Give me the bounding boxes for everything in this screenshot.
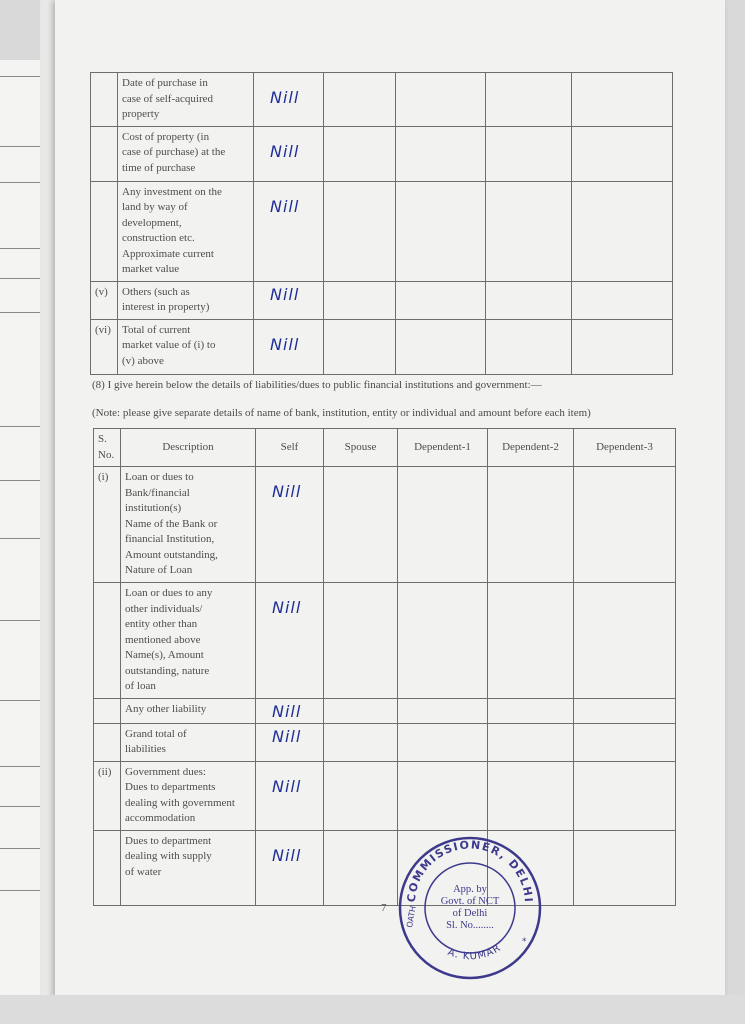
dependent-1-cell — [396, 126, 486, 181]
row-description — [121, 699, 256, 724]
dependent-3-cell — [572, 281, 673, 319]
dependent-3-cell — [574, 723, 676, 761]
table-row — [91, 281, 673, 319]
table-row — [94, 699, 676, 724]
description-line: mentioned above — [125, 633, 201, 646]
header-dependent-2: Dependent-2 — [488, 429, 574, 467]
table-row — [91, 319, 673, 374]
stamp-left-text: OATH — [405, 905, 418, 929]
svg-text:A. KUMAR — [446, 942, 503, 962]
assets-table — [90, 72, 673, 375]
description-line: case of purchase) at the — [122, 146, 226, 158]
rule-line — [0, 538, 40, 539]
dependent-2-cell — [486, 73, 572, 127]
description-line: Loan or dues to — [125, 471, 194, 483]
page-binding-edge — [40, 0, 55, 1000]
dependent-2-cell — [486, 181, 572, 281]
row-serial-number: (vi) — [91, 319, 118, 374]
row-serial-number: (ii) — [94, 761, 121, 830]
rule-line — [0, 890, 40, 891]
description-line: Total of current — [122, 323, 191, 336]
description-line: Name(s), Amount — [125, 649, 204, 661]
dependent-2-cell — [488, 723, 574, 761]
row-description — [121, 761, 256, 830]
description-line: Dues to departments — [125, 781, 216, 793]
description-line: land by way of — [122, 201, 188, 213]
description-line: Nature of Loan — [125, 564, 193, 576]
description-line: property — [122, 108, 160, 120]
rule-line — [0, 620, 40, 621]
dependent-1-cell — [396, 181, 486, 281]
description-line: Any investment on the — [122, 185, 222, 198]
row-description — [118, 181, 254, 281]
rule-line — [0, 848, 40, 849]
row-description — [121, 583, 256, 699]
stamp-center-line: App. by — [453, 884, 487, 895]
row-description — [121, 723, 256, 761]
description-line: of water — [125, 865, 162, 878]
official-stamp — [398, 836, 542, 980]
header-dependent-1: Dependent-1 — [398, 429, 488, 467]
table-row — [91, 181, 673, 281]
self-cell — [256, 699, 324, 724]
dependent-3-cell — [572, 319, 673, 374]
page-number: 7 — [381, 902, 387, 914]
dependent-2-cell — [486, 319, 572, 374]
description-line: entity other than — [125, 618, 198, 630]
spouse-cell — [324, 281, 396, 319]
dependent-3-cell — [572, 126, 673, 181]
spouse-cell — [324, 830, 398, 905]
self-cell — [254, 126, 324, 181]
description-line: accommodation — [125, 812, 196, 824]
dependent-3-cell — [572, 181, 673, 281]
scan-bottom-strip — [0, 995, 745, 1024]
header-description: Description — [121, 429, 256, 467]
dependent-1-cell — [398, 699, 488, 724]
spouse-cell — [324, 181, 396, 281]
stamp-center-line: of Delhi — [452, 908, 488, 919]
self-cell — [256, 723, 324, 761]
description-line: dealing with supply — [125, 850, 212, 862]
dependent-2-cell — [488, 699, 574, 724]
description-line: construction etc. — [122, 232, 195, 244]
handwritten-entry: Nill — [272, 845, 302, 865]
description-line: institution(s) — [125, 502, 182, 514]
self-cell — [254, 319, 324, 374]
dependent-1-cell — [398, 583, 488, 699]
self-cell — [256, 583, 324, 699]
spouse-cell — [324, 723, 398, 761]
handwritten-entry: Nill — [272, 776, 302, 796]
table-row — [94, 830, 676, 905]
table-row — [94, 583, 676, 699]
row-description — [118, 73, 254, 127]
rule-line — [0, 426, 40, 427]
row-serial-number — [94, 830, 121, 905]
description-line: Dues to department — [125, 834, 212, 847]
dependent-2-cell — [488, 467, 574, 583]
header-dependent-3: Dependent-3 — [574, 429, 676, 467]
dependent-1-cell — [398, 467, 488, 583]
row-serial-number: (i) — [94, 467, 121, 583]
description-line: interest in property) — [122, 301, 210, 313]
handwritten-entry: Nill — [272, 702, 302, 721]
description-line: case of self-acquired — [122, 92, 214, 105]
header-spouse: Spouse — [324, 429, 398, 467]
dependent-1-cell — [396, 319, 486, 374]
handwritten-entry: Nill — [270, 196, 300, 216]
rule-line — [0, 182, 40, 183]
self-cell — [256, 830, 324, 905]
description-line: Name of the Bank or — [125, 517, 218, 530]
dependent-3-cell — [574, 830, 676, 905]
dependent-3-cell — [574, 699, 676, 724]
description-line: Approximate current — [122, 247, 214, 260]
dependent-1-cell — [398, 761, 488, 830]
self-cell — [254, 281, 324, 319]
self-cell — [254, 73, 324, 127]
table-row — [94, 723, 676, 761]
description-line: financial Institution, — [125, 533, 215, 545]
spouse-cell — [324, 73, 396, 127]
dependent-3-cell — [574, 467, 676, 583]
self-cell — [256, 761, 324, 830]
self-cell — [254, 181, 324, 281]
description-line: market value — [122, 263, 180, 275]
row-description — [118, 319, 254, 374]
row-serial-number — [94, 723, 121, 761]
spouse-cell — [324, 126, 396, 181]
stamp-star: * — [522, 937, 527, 947]
dependent-1-cell — [396, 281, 486, 319]
dependent-3-cell — [574, 761, 676, 830]
rule-line — [0, 76, 40, 77]
liabilities-table — [93, 428, 676, 906]
handwritten-entry: Nill — [272, 726, 302, 746]
spouse-cell — [324, 699, 398, 724]
dependent-2-cell — [488, 761, 574, 830]
description-line: Bank/financial — [125, 486, 190, 499]
rule-line — [0, 700, 40, 701]
dependent-3-cell — [572, 73, 673, 127]
description-line: Amount outstanding, — [125, 548, 218, 561]
table-row — [94, 467, 676, 583]
description-line: outstanding, nature — [125, 664, 210, 677]
header-sno-line2: No. — [98, 448, 115, 461]
row-description — [121, 467, 256, 583]
description-line: market value of (i) to — [122, 339, 216, 351]
row-serial-number: (v) — [91, 281, 118, 319]
header-sno — [94, 429, 121, 467]
handwritten-entry: Nill — [272, 598, 302, 617]
description-line: development, — [122, 216, 182, 229]
description-line: other individuals/ — [125, 602, 203, 615]
description-line: liabilities — [125, 743, 166, 755]
spouse-cell — [324, 583, 398, 699]
rule-line — [0, 146, 40, 147]
description-line: Others (such as — [122, 285, 190, 298]
header-sno-line1: S. — [98, 433, 107, 445]
header-self: Self — [256, 429, 324, 467]
description-line: time of purchase — [122, 161, 196, 174]
spouse-cell — [324, 467, 398, 583]
description-line: Cost of property (in — [122, 130, 210, 143]
row-serial-number — [91, 73, 118, 127]
dependent-3-cell — [574, 583, 676, 699]
dependent-2-cell — [488, 583, 574, 699]
row-serial-number — [91, 181, 118, 281]
description-line: Grand total of — [125, 727, 187, 740]
row-description — [118, 126, 254, 181]
dependent-1-cell — [398, 723, 488, 761]
row-serial-number — [94, 583, 121, 699]
handwritten-entry: Nill — [270, 141, 300, 161]
underlying-page — [0, 60, 41, 995]
dependent-1-cell — [396, 73, 486, 127]
row-description — [118, 281, 254, 319]
stamp-center-text — [426, 884, 514, 932]
row-description — [121, 830, 256, 905]
description-line: dealing with government — [125, 796, 235, 809]
dependent-2-cell — [486, 281, 572, 319]
rule-line — [0, 278, 40, 279]
table-row — [91, 73, 673, 127]
dependent-2-cell — [486, 126, 572, 181]
header-row — [94, 429, 676, 467]
rule-line — [0, 248, 40, 249]
handwritten-entry: Nill — [270, 284, 300, 304]
table-row — [94, 761, 676, 830]
stamp-bottom-text: A. KUMAR — [446, 942, 504, 963]
description-line: Date of purchase in — [122, 77, 208, 89]
section-8-heading: (8) I give herein below the details of liabilities/dues to public financial institutions and government:— — [92, 379, 542, 391]
handwritten-entry: Nill — [272, 482, 302, 501]
row-serial-number — [94, 699, 121, 724]
stamp-ring-text: COMMISSIONER, DELHI — [404, 838, 536, 904]
spouse-cell — [324, 319, 396, 374]
spouse-cell — [324, 761, 398, 830]
rule-line — [0, 480, 40, 481]
rule-line — [0, 312, 40, 313]
self-cell — [256, 467, 324, 583]
table-row — [91, 126, 673, 181]
section-8-note: (Note: please give separate details of name of bank, institution, entity or individual and amount before each item) — [92, 407, 591, 419]
description-line: of loan — [125, 680, 156, 692]
rule-line — [0, 806, 40, 807]
description-line: (v) above — [122, 354, 164, 367]
description-line: Any other liability — [125, 703, 207, 715]
stamp-center-line: Sl. No........ — [446, 920, 494, 931]
description-line: Government dues: — [125, 765, 206, 778]
rule-line — [0, 766, 40, 767]
handwritten-entry: Nill — [270, 334, 300, 354]
handwritten-entry: Nill — [270, 88, 300, 107]
stamp-center-line: Govt. of NCT — [440, 896, 500, 907]
description-line: Loan or dues to any — [125, 587, 213, 599]
row-serial-number — [91, 126, 118, 181]
